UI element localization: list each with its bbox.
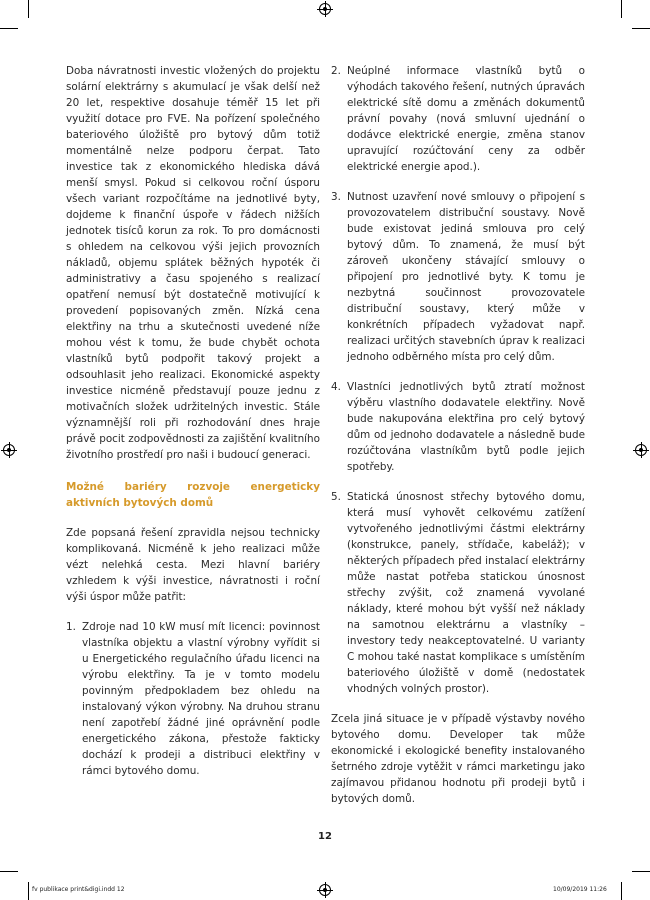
crop-mark: [28, 0, 29, 18]
list-item-text: Zdroje nad 10 kW musí mít licenci: povinnost vlastníka objektu a vlastní výrobny vyřídit si u Energetického regulačního úřadu licenci na výrobu elektřiny. Ta je v tomto modelu povinným předpokladem bez ohledu na instalovaný výkon výrobny. Na druhou stranu není zapotřebí žádné jiné oprávnění podle energetického zákona, přestože fakticky dochází k prodeji a distribuci elektřiny v rámci bytového domu.: [82, 621, 320, 777]
paragraph-closing: Zcela jiná situace je v případě výstavby nového bytového domu. Developer tak může ekonomické i ekologické benefity instalovaného šetrného zdroje vytěžit v rámci marketingu jako zajímavou přidanou hodnotu při prodeji bytů i bytových domů.: [331, 713, 585, 805]
registration-mark-icon: [319, 884, 331, 896]
list-item: [331, 189, 585, 365]
page-number: 12: [318, 831, 332, 842]
list-item: [331, 489, 585, 697]
crop-mark: [621, 882, 622, 900]
left-column: [66, 63, 320, 779]
registration-mark-icon: [635, 444, 647, 456]
crop-mark: [0, 28, 18, 29]
right-column: [331, 63, 585, 807]
paragraph-barriers-intro: Zde popsaná řešení zpravidla nejsou technicky komplikovaná. Nicméně k jeho realizaci může vézt nelehká cesta. Mezi hlavní bariéry vzhledem k výši investice, návratnosti i roční výši úspor může patřit:: [66, 527, 320, 603]
crop-mark: [621, 0, 622, 18]
list-number: 5.: [331, 491, 341, 503]
registration-mark-icon: [319, 3, 331, 15]
crop-mark: [632, 871, 650, 872]
slug-timestamp: 10/09/2019 11:26: [553, 886, 607, 893]
barrier-list-continued: [331, 63, 585, 697]
list-item: [331, 379, 585, 475]
list-item-text: Neúplné informace vlastníků bytů o výhodách takového řešení, nutných úpravách elektrické sítě domu a změnách dokumentů právní povahy (nová smluvní ujednání o dodávce elektrické energie, změna stanov upravující rozúčtování ceny za odběr elektrické energie apod.).: [347, 65, 585, 173]
list-number: 2.: [331, 65, 341, 77]
crop-mark: [0, 871, 18, 872]
list-item: [66, 619, 320, 779]
barrier-list: [66, 619, 320, 779]
list-number: 4.: [331, 381, 341, 393]
crop-mark: [632, 28, 650, 29]
list-item-text: Vlastníci jednotlivých bytů ztratí možnost výběru vlastního dodavatele elektřiny. Nově bude nakupována elektřina pro celý bytový dům od jednoho dodavatele a následně bude rozúčtována vlastníkům bytů podle jejich spotřeby.: [347, 381, 585, 473]
list-item: [331, 63, 585, 175]
list-item-text: Nutnost uzavření nové smlouvy o připojení s provozovatelem distribuční soustavy. Nově bude existovat jediná smlouva pro celý bytový dům. To znamená, že musí být zároveň ukončeny stávající smlouvy o připojení pro jednotlivé byty. K tomu je nezbytná součinnost provozovatele distribuční soustavy, který může v konkrétních případech vyžadovat např. realizaci určitých stavebních úprav k realizaci jednoho odběrného místa pro celý dům.: [347, 191, 585, 363]
list-number: 1.: [66, 621, 76, 633]
slug-file-info: fv publikace print&digi.indd 12: [32, 886, 125, 893]
crop-mark: [28, 882, 29, 900]
paragraph-intro: Doba návratnosti investic vložených do projektu solární elektrárny s akumulací je však delší než 20 let, respektive dosahuje téměř 15 let při využití dotace pro FVE. Na pořízení společného bateriového úložiště pro bytový dům totiž momentálně nelze podporu čerpat. Tato investice tak z ekonomického hlediska dává menší smysl. Pokud si celkovou roční úsporu všech variant rozpočítáme na jednotlivé byty, dojdeme k finanční úspoře v řádech nižších jednotek tisíců korun za rok. To pro domácnosti s ohledem na celkovou výši jejich provozních nákladů, objemu splátek běžných hypoték či administrativy a času spojeného s realizací opatření nemusí být dostatečně motivující k provedení popisovaných změn. Nízká cena elektřiny na trhu a skutečnosti uvedené níže mohou vést k tomu, že bude chybět ochota vlastníků bytů podpořit takový projekt a odsouhlasit jeho realizaci. Ekonomické aspekty investice nicméně představují pouze jednu z motivačních složek udržitelných investic. Stále významnější roli při rozhodování dnes hraje právě pocit zodpovědnosti za zajištění kvalitního životního prostředí pro naši i budoucí generaci.: [66, 65, 320, 461]
list-number: 3.: [331, 191, 341, 203]
section-heading: Možné bariéry rozvoje energeticky aktivních bytových domů: [66, 481, 320, 509]
list-item-text: Statická únosnost střechy bytového domu, která musí vyhovět celkovému zatížení vytvořeného jednotlivými částmi elektrárny (konstrukce, panely, střídače, kabeláž); v některých případech před instalací elektrárny může nastat potřeba statickou únosnost střechy zvýšit, což znamená vyvolané náklady, které mohou být vyšší než náklady na samotnou elektrárnu a vlastníky – investory tedy neakceptovatelné. U varianty C mohou také nastat komplikace s umístěním bateriového úložiště v domě (nedostatek vhodných volných prostor).: [347, 491, 585, 695]
registration-mark-icon: [3, 444, 15, 456]
